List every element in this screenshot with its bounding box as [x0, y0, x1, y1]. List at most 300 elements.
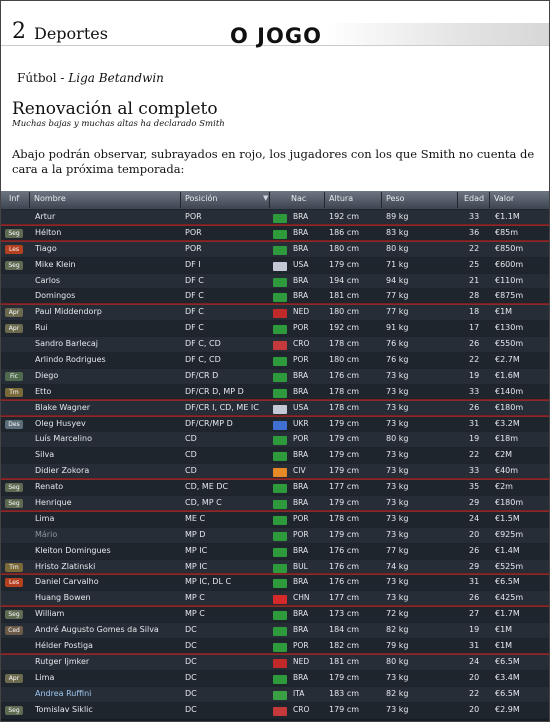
- player-position: DF/CR/MP D: [185, 418, 233, 428]
- player-weight: 80 kg: [386, 434, 409, 444]
- player-weight: 80 kg: [386, 656, 409, 666]
- player-name[interactable]: William: [35, 609, 65, 619]
- player-value: €425m: [495, 593, 524, 603]
- player-age: 19: [469, 370, 480, 380]
- player-weight: 76 kg: [386, 355, 409, 365]
- player-nationality: BRA: [293, 291, 309, 301]
- player-weight: 73 kg: [386, 386, 409, 396]
- player-name[interactable]: Andrea Ruffini: [35, 688, 92, 698]
- flag-icon: [273, 325, 287, 334]
- player-weight: 83 kg: [386, 227, 409, 237]
- player-value: €875m: [495, 291, 524, 301]
- table-header: [1, 191, 549, 210]
- table-row[interactable]: [1, 448, 549, 464]
- flag-icon: [273, 230, 287, 239]
- player-height: 179 cm: [329, 450, 360, 460]
- player-value: €1M: [495, 641, 513, 651]
- player-height: 179 cm: [329, 418, 360, 428]
- player-value: €1.4M: [495, 545, 520, 555]
- player-height: 179 cm: [329, 498, 360, 508]
- player-value: €1.1M: [495, 212, 520, 221]
- player-age: 22: [469, 450, 480, 460]
- player-age: 36: [469, 227, 480, 237]
- flag-icon: [273, 214, 287, 223]
- status-badge: Apr: [5, 324, 23, 333]
- player-height: 184 cm: [329, 625, 360, 635]
- player-age: 22: [469, 243, 480, 253]
- player-name[interactable]: Tiago: [35, 243, 57, 253]
- flag-icon: [273, 373, 287, 382]
- player-height: 192 cm: [329, 212, 360, 221]
- player-name[interactable]: Kleiton Domingues: [35, 545, 111, 555]
- player-nationality: POR: [293, 513, 309, 523]
- flag-icon: [273, 389, 287, 398]
- player-height: 178 cm: [329, 402, 360, 412]
- status-badge: Seg: [5, 706, 23, 715]
- player-weight: 73 kg: [386, 577, 409, 587]
- player-nationality: USA: [293, 402, 309, 412]
- player-nationality: BRA: [293, 482, 309, 492]
- player-position: DF C, CD: [185, 355, 221, 365]
- player-name[interactable]: André Augusto Gomes da Silva: [35, 625, 159, 635]
- player-age: 20: [469, 704, 480, 714]
- player-weight: 73 kg: [386, 450, 409, 460]
- player-weight: 73 kg: [386, 672, 409, 682]
- player-nationality: BRA: [293, 609, 309, 619]
- player-age: 33: [469, 386, 480, 396]
- player-age: 20: [469, 529, 480, 539]
- player-position: MP IC: [185, 561, 208, 571]
- table-row[interactable]: [1, 369, 549, 385]
- player-position: DC: [185, 672, 197, 682]
- player-height: 182 cm: [329, 641, 360, 651]
- table-row[interactable]: [1, 337, 549, 353]
- player-age: 28: [469, 291, 480, 301]
- player-position: CD: [185, 450, 197, 460]
- player-value: €85m: [495, 227, 519, 237]
- player-position: DC: [185, 625, 197, 635]
- table-row[interactable]: [1, 496, 549, 512]
- player-position: DF C: [185, 323, 204, 333]
- table-row[interactable]: [1, 623, 549, 639]
- player-weight: 73 kg: [386, 402, 409, 412]
- player-name[interactable]: Carlos: [35, 275, 61, 285]
- player-position: CD, MP C: [185, 498, 222, 508]
- player-value: €6.5M: [495, 688, 520, 698]
- player-nationality: BRA: [293, 386, 309, 396]
- player-position: DC: [185, 704, 197, 714]
- table-row[interactable]: [1, 575, 549, 591]
- player-nationality: ITA: [293, 688, 305, 698]
- player-value: €40m: [495, 466, 519, 476]
- table-row[interactable]: [1, 607, 549, 623]
- player-nationality: POR: [293, 529, 309, 539]
- player-name[interactable]: Rutger Ijmker: [35, 656, 90, 666]
- table-row[interactable]: [1, 480, 549, 496]
- player-weight: 77 kg: [386, 545, 409, 555]
- player-nationality: BRA: [293, 625, 309, 635]
- player-position: DF C: [185, 291, 204, 301]
- status-badge: Seg: [5, 483, 23, 492]
- player-age: 25: [469, 259, 480, 269]
- player-age: 19: [469, 434, 480, 444]
- status-badge: Des: [5, 420, 23, 429]
- player-height: 178 cm: [329, 386, 360, 396]
- player-value: €2M: [495, 450, 513, 460]
- player-weight: 89 kg: [386, 212, 409, 221]
- article-headline: Renovación al completo: [12, 99, 218, 119]
- page-number: 2: [12, 19, 26, 44]
- player-position: DF/CR D: [185, 370, 219, 380]
- player-position: DC: [185, 688, 197, 698]
- player-value: €1.5M: [495, 513, 520, 523]
- table-row[interactable]: [1, 464, 549, 480]
- player-age: 33: [469, 466, 480, 476]
- player-position: DF C, CD: [185, 339, 221, 349]
- table-row[interactable]: [1, 353, 549, 369]
- player-position: MP IC: [185, 545, 208, 555]
- player-age: 18: [469, 307, 480, 317]
- player-value: €525m: [495, 561, 524, 571]
- header-peso[interactable]: Peso: [386, 194, 405, 203]
- header-altura[interactable]: Altura: [329, 194, 354, 203]
- flag-icon: [273, 468, 287, 477]
- table-row[interactable]: [1, 544, 549, 560]
- header-posicion[interactable]: Posición: [185, 194, 218, 203]
- player-value: €1M: [495, 625, 513, 635]
- header-nac[interactable]: Nac: [291, 194, 307, 203]
- player-weight: 73 kg: [386, 482, 409, 492]
- player-value: €6.5M: [495, 656, 520, 666]
- player-height: 186 cm: [329, 227, 360, 237]
- player-age: 31: [469, 577, 480, 587]
- table-row[interactable]: [1, 258, 549, 274]
- player-weight: 77 kg: [386, 307, 409, 317]
- table-row[interactable]: [1, 417, 549, 433]
- player-height: 179 cm: [329, 672, 360, 682]
- player-position: DC: [185, 641, 197, 651]
- player-nationality: CHN: [293, 593, 310, 603]
- player-value: €130m: [495, 323, 524, 333]
- flag-icon: [273, 452, 287, 461]
- player-height: 173 cm: [329, 609, 360, 619]
- player-height: 179 cm: [329, 259, 360, 269]
- player-nationality: CRO: [293, 339, 310, 349]
- status-badge: Seg: [5, 261, 23, 270]
- table-row[interactable]: [1, 401, 549, 417]
- status-badge: Seg: [5, 499, 23, 508]
- player-height: 176 cm: [329, 545, 360, 555]
- flag-icon: [273, 309, 287, 318]
- player-name[interactable]: Lima: [35, 672, 55, 682]
- player-weight: 91 kg: [386, 323, 409, 333]
- player-height: 180 cm: [329, 307, 360, 317]
- player-value: €3.4M: [495, 672, 520, 682]
- breadcrumb-league: Liga Betandwin: [68, 71, 164, 85]
- player-value: €6.5M: [495, 577, 520, 587]
- player-value: €2m: [495, 482, 513, 492]
- player-position: CD, ME DC: [185, 482, 229, 492]
- player-position: CD: [185, 434, 197, 444]
- player-nationality: BRA: [293, 672, 309, 682]
- player-name[interactable]: Sandro Barlecaj: [35, 339, 99, 349]
- player-age: 29: [469, 498, 480, 508]
- flag-icon: [273, 627, 287, 636]
- player-weight: 73 kg: [386, 513, 409, 523]
- player-nationality: POR: [293, 434, 309, 444]
- player-height: 192 cm: [329, 323, 360, 333]
- player-nationality: BRA: [293, 212, 309, 221]
- player-name[interactable]: Arlindo Rodrigues: [35, 355, 106, 365]
- squad-table: [1, 191, 549, 721]
- header-valor[interactable]: Valor: [494, 194, 515, 203]
- player-name[interactable]: Artur: [35, 212, 56, 221]
- player-value: €180m: [495, 498, 524, 508]
- player-position: DF C: [185, 275, 204, 285]
- flag-icon: [273, 564, 287, 573]
- player-name[interactable]: Didier Zokora: [35, 466, 90, 476]
- player-name[interactable]: Blake Wagner: [35, 402, 91, 412]
- player-value: €2.7M: [495, 355, 520, 365]
- table-row[interactable]: [1, 512, 549, 528]
- table-row[interactable]: [1, 528, 549, 544]
- flag-icon: [273, 405, 287, 414]
- flag-icon: [273, 246, 287, 255]
- player-name[interactable]: Hristo Zlatinski: [35, 561, 96, 571]
- table-row[interactable]: [1, 671, 549, 687]
- player-value: €550m: [495, 339, 524, 349]
- player-nationality: NED: [293, 307, 310, 317]
- player-age: 26: [469, 339, 480, 349]
- status-badge: Seg: [5, 610, 23, 619]
- player-name[interactable]: Henrique: [35, 498, 72, 508]
- table-row[interactable]: [1, 226, 549, 242]
- flag-icon: [273, 532, 287, 541]
- player-name[interactable]: Daniel Carvalho: [35, 577, 99, 587]
- flag-icon: [273, 675, 287, 684]
- player-age: 26: [469, 593, 480, 603]
- table-row[interactable]: [1, 687, 549, 703]
- player-name[interactable]: Lima: [35, 513, 55, 523]
- player-age: 19: [469, 625, 480, 635]
- flag-icon: [273, 357, 287, 366]
- player-nationality: BRA: [293, 450, 309, 460]
- player-height: 179 cm: [329, 466, 360, 476]
- player-height: 194 cm: [329, 275, 360, 285]
- player-height: 176 cm: [329, 561, 360, 571]
- flag-icon: [273, 659, 287, 668]
- player-value: €3.2M: [495, 418, 520, 428]
- table-row[interactable]: [1, 210, 549, 226]
- player-height: 181 cm: [329, 291, 360, 301]
- player-age: 24: [469, 656, 480, 666]
- flag-icon: [273, 500, 287, 509]
- table-body: [1, 210, 549, 719]
- player-position: POR: [185, 243, 202, 253]
- player-name[interactable]: Hélder Postiga: [35, 641, 93, 651]
- player-nationality: BRA: [293, 498, 309, 508]
- player-position: MP D: [185, 529, 206, 539]
- status-badge: Apr: [5, 674, 23, 683]
- player-name[interactable]: Paul Middendorp: [35, 307, 102, 317]
- table-row[interactable]: [1, 321, 549, 337]
- header-edad[interactable]: Edad: [464, 194, 485, 203]
- player-weight: 77 kg: [386, 291, 409, 301]
- player-position: MP C: [185, 609, 205, 619]
- player-weight: 94 kg: [386, 275, 409, 285]
- player-age: 27: [469, 609, 480, 619]
- player-height: 179 cm: [329, 529, 360, 539]
- header-inf[interactable]: Inf: [9, 194, 20, 203]
- table-row[interactable]: [1, 560, 549, 576]
- flag-icon: [273, 516, 287, 525]
- player-position: ME C: [185, 513, 206, 523]
- flag-icon: [273, 611, 287, 620]
- player-name[interactable]: Etto: [35, 386, 52, 396]
- table-row[interactable]: [1, 385, 549, 401]
- flag-icon: [273, 579, 287, 588]
- flag-icon: [273, 436, 287, 445]
- flag-icon: [273, 707, 287, 716]
- player-age: 31: [469, 418, 480, 428]
- flag-icon: [273, 548, 287, 557]
- flag-icon: [273, 278, 287, 287]
- player-height: 178 cm: [329, 513, 360, 523]
- status-badge: Les: [5, 245, 23, 254]
- table-row[interactable]: [1, 639, 549, 655]
- player-name[interactable]: Rui: [35, 323, 48, 333]
- table-row[interactable]: [1, 655, 549, 671]
- player-nationality: CIV: [293, 466, 306, 476]
- player-height: 177 cm: [329, 482, 360, 492]
- status-badge: Tm: [5, 563, 23, 572]
- player-position: MP C: [185, 593, 205, 603]
- player-position: DF I: [185, 259, 201, 269]
- player-weight: 82 kg: [386, 688, 409, 698]
- status-badge: Fic: [5, 372, 23, 381]
- player-nationality: BRA: [293, 370, 309, 380]
- player-position: DC: [185, 656, 197, 666]
- player-nationality: POR: [293, 641, 309, 651]
- flag-icon: [273, 262, 287, 271]
- player-name[interactable]: Renato: [35, 482, 64, 492]
- player-nationality: BRA: [293, 275, 309, 285]
- player-name[interactable]: Silva: [35, 450, 55, 460]
- player-name[interactable]: Diego: [35, 370, 59, 380]
- player-weight: 80 kg: [386, 243, 409, 253]
- player-age: 26: [469, 402, 480, 412]
- table-row[interactable]: [1, 289, 549, 305]
- player-weight: 72 kg: [386, 609, 409, 619]
- status-badge: Seg: [5, 229, 23, 238]
- player-age: 22: [469, 355, 480, 365]
- player-position: CD: [185, 466, 197, 476]
- table-row[interactable]: [1, 591, 549, 607]
- player-age: 22: [469, 688, 480, 698]
- player-height: 176 cm: [329, 577, 360, 587]
- player-age: 26: [469, 545, 480, 555]
- player-age: 29: [469, 561, 480, 571]
- player-weight: 71 kg: [386, 259, 409, 269]
- player-weight: 73 kg: [386, 593, 409, 603]
- breadcrumb: [17, 71, 164, 85]
- flag-icon: [273, 293, 287, 302]
- player-name[interactable]: Mike Klein: [35, 259, 76, 269]
- breadcrumb-sport: Fútbol -: [17, 71, 69, 85]
- player-age: 17: [469, 323, 480, 333]
- player-value: €110m: [495, 275, 524, 285]
- player-nationality: NED: [293, 656, 310, 666]
- player-value: €2.9M: [495, 704, 520, 714]
- table-row[interactable]: [1, 274, 549, 290]
- article-intro: Abajo podrán observar, subrayados en rojo, los jugadores con los que Smith no cuenta de cara a la próxima temporada:: [12, 147, 535, 176]
- player-weight: 73 kg: [386, 498, 409, 508]
- player-nationality: BUL: [293, 561, 308, 571]
- player-height: 177 cm: [329, 593, 360, 603]
- player-weight: 73 kg: [386, 466, 409, 476]
- flag-icon: [273, 595, 287, 604]
- player-value: €925m: [495, 529, 524, 539]
- player-height: 183 cm: [329, 688, 360, 698]
- section-title: Deportes: [34, 24, 108, 43]
- table-row[interactable]: [1, 305, 549, 321]
- player-nationality: POR: [293, 355, 309, 365]
- player-weight: 79 kg: [386, 641, 409, 651]
- player-height: 181 cm: [329, 656, 360, 666]
- player-weight: 73 kg: [386, 370, 409, 380]
- player-height: 178 cm: [329, 339, 360, 349]
- player-weight: 73 kg: [386, 418, 409, 428]
- player-age: 24: [469, 513, 480, 523]
- table-row[interactable]: [1, 703, 549, 719]
- player-height: 180 cm: [329, 355, 360, 365]
- player-name[interactable]: Hélton: [35, 227, 62, 237]
- player-value: €140m: [495, 386, 524, 396]
- player-position: POR: [185, 212, 202, 221]
- player-nationality: BRA: [293, 577, 309, 587]
- player-value: €600m: [495, 259, 524, 269]
- player-name[interactable]: Luís Marcelino: [35, 434, 92, 444]
- newspaper-logo: O JOGO: [230, 24, 322, 48]
- player-age: 33: [469, 212, 480, 221]
- table-row[interactable]: [1, 432, 549, 448]
- player-value: €850m: [495, 243, 524, 253]
- player-position: POR: [185, 227, 202, 237]
- status-badge: Apr: [5, 308, 23, 317]
- player-name[interactable]: Oleg Husyev: [35, 418, 86, 428]
- player-weight: 74 kg: [386, 561, 409, 571]
- player-name[interactable]: Domingos: [35, 291, 76, 301]
- header-nombre[interactable]: Nombre: [34, 194, 66, 203]
- player-name[interactable]: Huang Bowen: [35, 593, 91, 603]
- player-weight: 76 kg: [386, 339, 409, 349]
- player-height: 179 cm: [329, 434, 360, 444]
- player-nationality: POR: [293, 323, 309, 333]
- player-nationality: CRO: [293, 704, 310, 714]
- player-name[interactable]: Mário: [35, 529, 58, 539]
- player-name[interactable]: Tomislav Siklic: [35, 704, 93, 714]
- player-value: €18m: [495, 434, 519, 444]
- player-weight: 82 kg: [386, 625, 409, 635]
- player-height: 176 cm: [329, 370, 360, 380]
- player-nationality: BRA: [293, 227, 309, 237]
- player-weight: 73 kg: [386, 704, 409, 714]
- table-row[interactable]: [1, 242, 549, 258]
- player-age: 20: [469, 672, 480, 682]
- player-value: €1.7M: [495, 609, 520, 619]
- player-position: DF C: [185, 307, 204, 317]
- status-badge: Les: [5, 578, 23, 587]
